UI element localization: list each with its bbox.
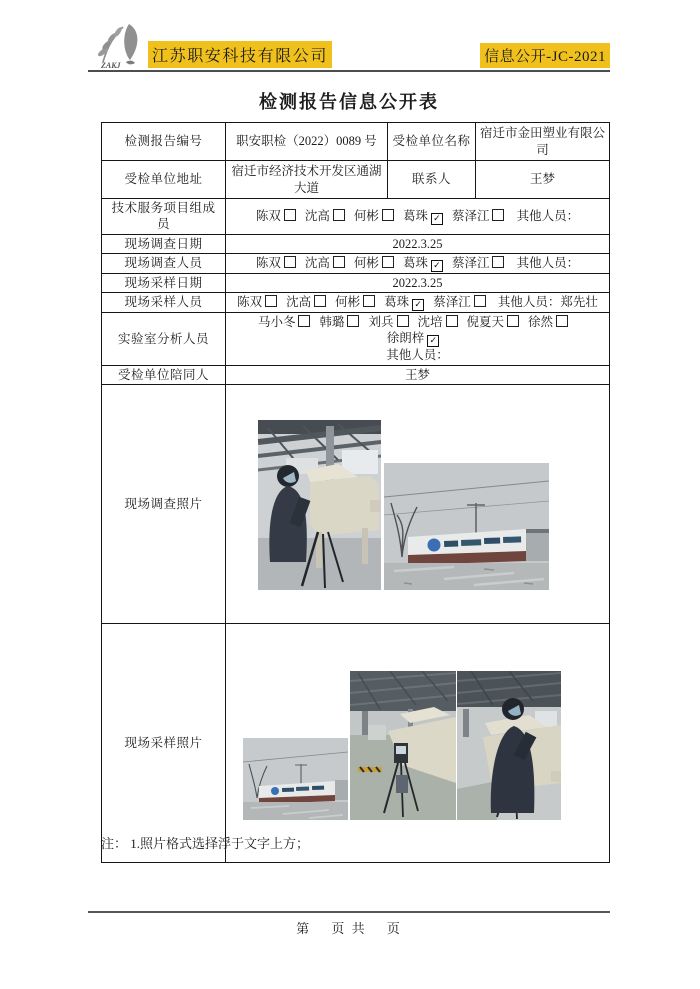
unit-address-value: 宿迁市经济技术开发区通湖大道	[226, 161, 388, 199]
sampling-photos-label: 现场采样照片	[102, 623, 226, 862]
checkbox-unchecked-icon	[347, 315, 359, 327]
sampling-photos-cell	[226, 623, 610, 862]
staff-name: 葛珠	[384, 295, 410, 309]
checkbox-unchecked-icon	[382, 256, 394, 268]
survey-photo-operator	[258, 420, 381, 590]
staff-name: 马小冬	[257, 315, 296, 329]
row-survey-date	[102, 234, 610, 253]
checkbox-unchecked-icon	[397, 315, 409, 327]
checkbox-checked-icon: ✓	[412, 299, 424, 311]
staff-name: 沈培	[417, 315, 443, 329]
sampling-photo-instrument	[350, 671, 456, 820]
company-logo-icon	[93, 22, 149, 70]
logo-text: ZAKJ	[101, 61, 121, 70]
staff-option	[305, 256, 345, 270]
checkbox-unchecked-icon	[314, 295, 326, 307]
row-escort	[102, 365, 610, 384]
checkbox-unchecked-icon	[556, 315, 568, 327]
checkbox-unchecked-icon	[298, 315, 310, 327]
sampling-staff-checklist	[226, 293, 610, 313]
team-other-label: 其他人员：	[516, 208, 580, 223]
staff-name: 何彬	[353, 255, 379, 270]
row-sampling-date	[102, 273, 610, 292]
staff-option	[256, 256, 296, 270]
staff-option	[452, 209, 505, 223]
checkbox-unchecked-icon	[492, 209, 504, 221]
row-team	[102, 199, 610, 235]
staff-option	[237, 295, 277, 309]
checkbox-unchecked-icon	[446, 315, 458, 327]
staff-name: 蔡泽江	[433, 295, 471, 309]
staff-option	[403, 209, 443, 223]
checkbox-unchecked-icon	[333, 256, 345, 268]
staff-name: 陈双	[255, 255, 281, 270]
contact-value: 王梦	[476, 161, 610, 199]
staff-option	[286, 295, 326, 309]
survey-photos-cell	[226, 384, 610, 623]
row-lab-staff	[102, 313, 610, 366]
sampling-other-value: 郑先壮	[560, 295, 598, 309]
row-report-no	[102, 123, 610, 161]
escort-value: 王梦	[226, 365, 610, 384]
staff-name: 徐朗梓	[386, 331, 425, 346]
staff-name: 何彬	[335, 295, 361, 309]
sampling-staff-label: 现场采样人员	[102, 293, 226, 313]
checkbox-checked-icon: ✓	[431, 213, 443, 225]
staff-option	[354, 256, 394, 270]
unit-name-value: 宿迁市金田塑业有限公司	[476, 123, 610, 161]
staff-option	[433, 295, 486, 309]
staff-option	[528, 315, 568, 329]
sampling-date-label: 现场采样日期	[102, 273, 226, 292]
survey-photo-factory-gate	[384, 463, 549, 590]
lab-staff-label: 实验室分析人员	[102, 313, 226, 366]
checkbox-unchecked-icon	[363, 295, 375, 307]
checkbox-unchecked-icon	[492, 256, 504, 268]
row-survey-staff	[102, 253, 610, 273]
staff-name: 沈高	[304, 208, 330, 223]
staff-option	[452, 256, 505, 270]
unit-name-label: 受检单位名称	[388, 123, 476, 161]
staff-name: 陈双	[255, 208, 281, 223]
staff-option	[418, 315, 458, 329]
checkbox-checked-icon: ✓	[427, 335, 439, 347]
survey-other-label: 其他人员：	[516, 255, 580, 270]
staff-option	[319, 315, 359, 329]
checkbox-unchecked-icon	[265, 295, 277, 307]
team-checklist	[226, 199, 610, 235]
survey-date-label: 现场调查日期	[102, 234, 226, 253]
footnote: 注： 1.照片格式选择浮于文字上方；	[101, 836, 310, 851]
row-sampling-photos	[102, 623, 610, 862]
row-sampling-staff	[102, 293, 610, 313]
page-number-text: 第 页 共 页	[296, 921, 402, 936]
checkbox-unchecked-icon	[284, 209, 296, 221]
staff-name: 徐然	[528, 315, 554, 329]
row-address	[102, 161, 610, 199]
doc-code: 信息公开-JC-2021	[480, 43, 610, 68]
staff-option	[467, 315, 520, 329]
lab-staff-checklist	[226, 313, 610, 366]
staff-option	[354, 209, 394, 223]
sampling-other-label: 其他人员：	[497, 295, 561, 309]
sampling-photo-factory-gate	[243, 738, 348, 820]
checkbox-unchecked-icon	[284, 256, 296, 268]
staff-name: 何彬	[353, 208, 379, 223]
survey-staff-label: 现场调查人员	[102, 253, 226, 273]
contact-label: 联系人	[388, 161, 476, 199]
staff-option	[335, 295, 375, 309]
staff-name: 刘兵	[368, 315, 394, 329]
staff-name: 陈双	[237, 295, 263, 309]
checkbox-unchecked-icon	[474, 295, 486, 307]
sampling-photo-operator	[457, 671, 561, 820]
staff-name: 葛珠	[402, 255, 428, 270]
staff-option	[403, 256, 443, 270]
info-table	[101, 122, 610, 863]
checkbox-unchecked-icon	[382, 209, 394, 221]
staff-name: 蔡泽江	[451, 208, 490, 223]
staff-option	[305, 209, 345, 223]
survey-photos-label: 现场调查照片	[102, 384, 226, 623]
company-name: 江苏职安科技有限公司	[148, 41, 332, 68]
team-label: 技术服务项目组成员	[102, 199, 226, 235]
page-header	[88, 24, 610, 72]
page-title: 检测报告信息公开表	[259, 92, 439, 112]
sampling-date-value: 2022.3.25	[226, 273, 610, 292]
escort-label: 受检单位陪同人	[102, 365, 226, 384]
page-footer	[88, 911, 610, 937]
staff-option	[368, 315, 408, 329]
survey-date-value: 2022.3.25	[226, 234, 610, 253]
staff-option	[387, 331, 440, 345]
checkbox-checked-icon: ✓	[431, 260, 443, 272]
checkbox-unchecked-icon	[507, 315, 519, 327]
staff-name: 蔡泽江	[451, 255, 490, 270]
report-no-value: 职安职检（2022）0089 号	[226, 123, 388, 161]
staff-option	[384, 295, 424, 309]
survey-staff-checklist	[226, 253, 610, 273]
staff-name: 葛珠	[402, 208, 428, 223]
row-survey-photos	[102, 384, 610, 623]
staff-name: 沈高	[286, 295, 312, 309]
report-no-label: 检测报告编号	[102, 123, 226, 161]
staff-name: 倪夏天	[466, 315, 505, 329]
checkbox-unchecked-icon	[333, 209, 345, 221]
staff-name: 沈高	[304, 255, 330, 270]
unit-address-label: 受检单位地址	[102, 161, 226, 199]
staff-option	[256, 209, 296, 223]
lab-other-label: 其他人员：	[386, 348, 449, 363]
staff-option	[258, 315, 311, 329]
staff-name: 韩璐	[319, 315, 345, 329]
